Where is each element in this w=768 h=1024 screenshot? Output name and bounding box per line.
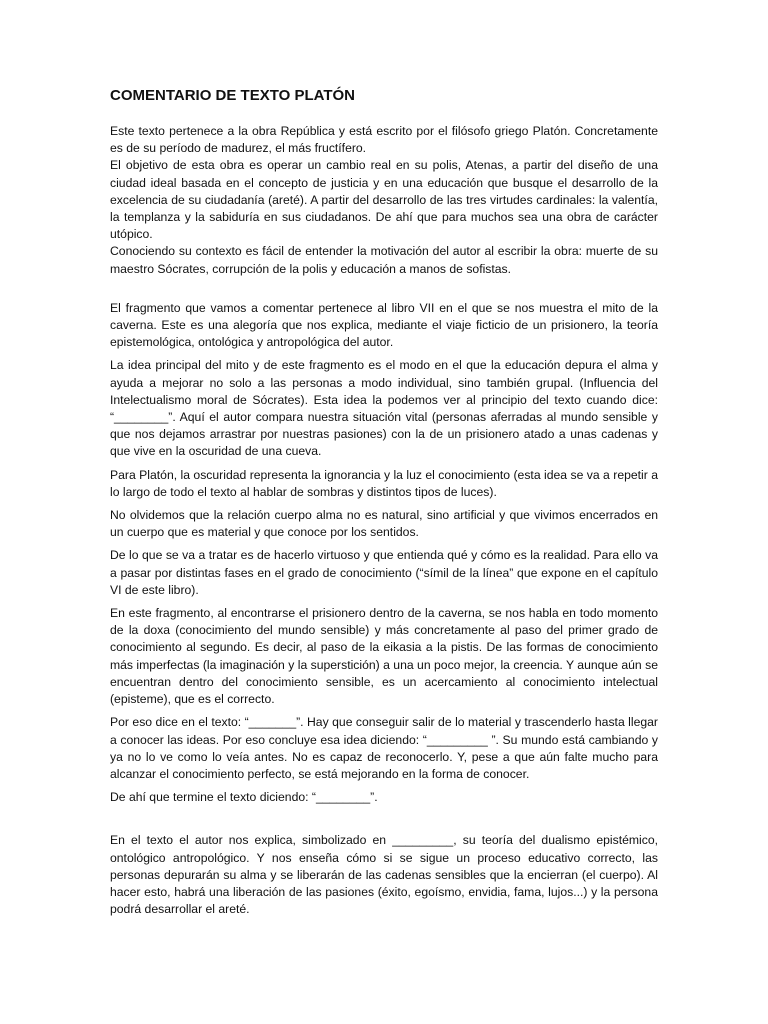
paragraph-virtue: De lo que se va a tratar es de hacerlo virtuoso y que entienda qué y cómo es la realidad. Para ello va a pasar por distintas fases en el grado de conocimiento (“símil de la línea” que expone en el capítulo VI de este libro).	[110, 548, 658, 597]
paragraph-doxa: En este fragmento, al encontrarse el prisionero dentro de la caverna, se nos habla en todo momento de la doxa (conocimiento del mundo sensible) y más concretamente al paso del primer grado de conocimiento al segundo. Es decir, al paso de la eikasia a la pistis. De las formas de conocimiento más imperfectas (la imaginación y la superstición) a una un poco mejor, la creencia. Y aunque aún se encuentran dentro del conocimiento sensible, es un acercamiento al conocimiento intelectual (episteme), que es el correcto.	[110, 606, 658, 707]
paragraph-ending-quote: De ahí que termine el texto diciendo: “________”.	[110, 790, 378, 805]
paragraph-ideas: Por eso dice en el texto: “_______”. Hay que conseguir salir de lo material y trascenderlo hasta llegar a conocer las ideas. Por eso concluye esa idea diciendo: “_________ ”. Su mundo está cambiando y ya no lo ve como lo veía antes. No es capaz de reconocerlo. Y, pese a que aún falte mucho para alcanzar el conocimiento perfecto, se está mejorando en la forma de conocer.	[110, 715, 658, 781]
document-body	[110, 86, 658, 924]
paragraph-darkness-light: Para Platón, la oscuridad representa la ignorancia y la luz el conocimiento (esta idea se va a repetir a lo largo de todo el texto al hablar de sombras y distintos tipos de luces).	[110, 467, 658, 499]
paragraph-fragment: El fragmento que vamos a comentar pertenece al libro VII en el que se nos muestra el mito de la caverna. Este es una alegoría que nos explica, mediante el viaje ficticio de un prisionero, la teoría epistemológica, ontológica y antropológica del autor.	[110, 300, 658, 350]
paragraph-intro: Este texto pertenece a la obra República y está escrito por el filósofo griego Platón. Concretamente es de su período de madurez, el más fructífero.	[110, 124, 658, 156]
paragraph-body-soul: No olvidemos que la relación cuerpo alma no es natural, sino artificial y que vivimos encerrados en un cuerpo que es material y que conoce por los sentidos.	[110, 508, 658, 540]
paragraph-conclusion: En el texto el autor nos explica, simbolizado en _________, su teoría del dualismo epistémico, ontológico antropológico. Y nos enseña cómo si se sigue un proceso educativo correcto, las personas depurarán su alma y se liberarán de las cadenas sensibles que la encierran (el cuerpo). Al hacer esto, habrá una liberación de las pasiones (éxito, egoísmo, envidia, fama, lujos...) y la persona podrá desarrollar el areté.	[110, 833, 658, 917]
page-title: COMENTARIO DE TEXTO PLATÓN	[110, 87, 356, 104]
paragraph-context: Conociendo su contexto es fácil de entender la motivación del autor al escribir la obra: muerte de su maestro Sócrates, corrupción de la polis y educación a manos de sofistas.	[110, 244, 658, 276]
paragraph-objective: El objetivo de esta obra es operar un cambio real en su polis, Atenas, a partir del diseño de una ciudad ideal basada en el concepto de justicia y en una educación que busque el desarrollo de la excelencia de su ciudadanía (areté). A partir del desarrollo de las tres virtudes cardinales: la valentía, la templanza y la sabiduría en sus ciudadanos. De ahí que para muchos sea una obra de carácter utópico.	[110, 158, 658, 242]
paragraph-main-idea: La idea principal del mito y de este fragmento es el modo en el que la educación depura el alma y ayuda a mejorar no solo a las personas a modo individual, sino también grupal. (Influencia del Intelectualismo moral de Sócrates). Esta idea la podemos ver al principio del texto cuando dice: “________”. Aquí el autor compara nuestra situación vital (personas aferradas al mundo sensible y que nos dejamos arrastrar por nuestras pasiones) con la de un prisionero atado a unas cadenas y que vive en la oscuridad de una cueva.	[110, 358, 658, 459]
